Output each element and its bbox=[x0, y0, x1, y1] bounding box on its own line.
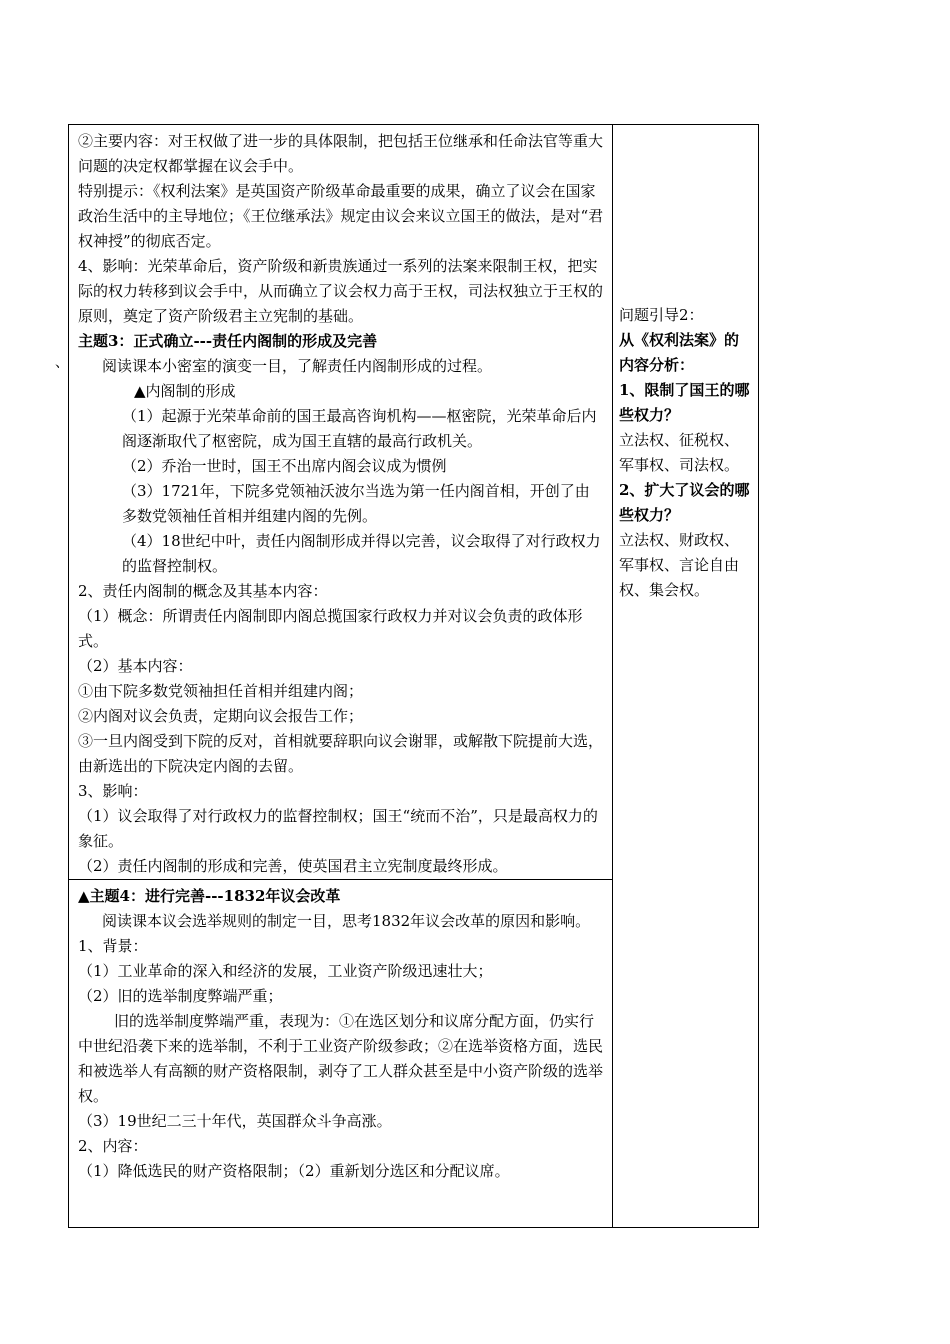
text-line: 4、影响：光荣革命后，资产阶级和新贵族通过一系列的法案来限制王权，把实际的权力转移到议会手中，从而确立了议会权力高于王权，司法权独立于王权的原则，奠定了资产阶级君主立宪制的基础。 bbox=[78, 257, 604, 325]
text-line: 特别提示：《权利法案》是英国资产阶级革命最重要的成果，确立了议会在国家政治生活中的主导地位；《王位继承法》规定由议会来议立国王的做法，是对“君权神授”的彻底否定。 bbox=[78, 182, 604, 250]
question-intro: 从《权利法案》的内容分析： bbox=[619, 331, 740, 374]
impact-heading: 3、影响： bbox=[78, 782, 148, 800]
question-2: 2、扩大了议会的哪些权力？ bbox=[619, 481, 750, 524]
content-item: ②内阁对议会负责，定期向议会报告工作； bbox=[78, 707, 364, 725]
concept-text: （1）概念：所谓责任内阁制即内阁总揽国家行政权力并对议会负责的政体形式。 bbox=[78, 607, 583, 650]
answer-1: 立法权、征税权、军事权、司法权。 bbox=[619, 431, 740, 474]
background-item: （3）19世纪二三十年代，英国群众斗争高涨。 bbox=[78, 1112, 392, 1130]
formation-item: （1）起源于光荣革命前的国王最高咨询机构——枢密院，光荣革命后内阁逐渐取代了枢密院，成为国王直辖的最高行政机关。 bbox=[122, 407, 597, 450]
content-item: ③一旦内阁受到下院的反对，首相就要辞职向议会谢罪，或解散下院提前大选，由新选出的下院决定内阁的去留。 bbox=[78, 732, 604, 775]
answer-2: 立法权、财政权、军事权、言论自由权、集会权。 bbox=[619, 531, 740, 599]
content-item: ①由下院多数党领袖担任首相并组建内阁； bbox=[78, 682, 364, 700]
topic3-title: 主题3：正式确立---责任内阁制的形成及完善 bbox=[78, 332, 378, 350]
content-heading: （2）基本内容： bbox=[78, 657, 193, 675]
background-item: （2）旧的选举制度弊端严重； bbox=[78, 987, 283, 1005]
formation-item: （4）18世纪中叶，责任内阁制形成并得以完善，议会取得了对行政权力的监督控制权。 bbox=[122, 532, 601, 575]
reform-content-heading: 2、内容： bbox=[78, 1137, 148, 1155]
impact-item: （1）议会取得了对行政权力的监督控制权；国王“统而不治”，只是最高权力的象征。 bbox=[78, 807, 598, 850]
impact-item: （2）责任内阁制的形成和完善，使英国君主立宪制度最终形成。 bbox=[78, 857, 508, 875]
lesson-table bbox=[68, 124, 759, 1228]
topic4-intro: 阅读课本议会选举规则的制定一目，思考1832年议会改革的原因和影响。 bbox=[102, 912, 591, 930]
table-row bbox=[69, 125, 759, 880]
content-cell-top bbox=[69, 125, 613, 880]
question-1: 1、限制了国王的哪些权力？ bbox=[619, 381, 750, 424]
text-line: ②主要内容：对王权做了进一步的具体限制，把包括王位继承和任命法官等重大问题的决定权都掌握在议会手中。 bbox=[78, 132, 604, 175]
background-detail: 旧的选举制度弊端严重，表现为：①在选区划分和议席分配方面，仍实行中世纪沿袭下来的选举制，不利于工业资产阶级参政；②在选举资格方面，选民和被选举人有高额的财产资格限制，剥夺了工人群众甚至是中小资产阶级的选举权。 bbox=[78, 1012, 604, 1105]
formation-item: （3）1721年，下院多党领袖沃波尔当选为第一任内阁首相，开创了由多数党领袖任首相并组建内阁的先例。 bbox=[122, 482, 590, 525]
background-item: （1）工业革命的深入和经济的发展，工业资产阶级迅速壮大； bbox=[78, 962, 493, 980]
topic4-title: ▲主题4：进行完善---1832年议会改革 bbox=[78, 887, 341, 905]
reform-content: （1）降低选民的财产资格限制；（2）重新划分选区和分配议席。 bbox=[78, 1162, 510, 1180]
background-heading: 1、背景： bbox=[78, 937, 148, 955]
stray-mark: 、 bbox=[55, 355, 69, 371]
guide-label: 问题引导2： bbox=[619, 306, 704, 324]
topic3-intro: 阅读课本小密室的演变一目，了解责任内阁制形成的过程。 bbox=[102, 357, 493, 375]
sidebar-cell bbox=[613, 125, 759, 1228]
content-cell-bottom bbox=[69, 880, 613, 1228]
concept-heading: 2、责任内阁制的概念及其基本内容： bbox=[78, 582, 328, 600]
topic3-subtitle: ▲内阁制的形成 bbox=[134, 382, 236, 400]
formation-item: （2）乔治一世时，国王不出席内阁会议成为惯例 bbox=[122, 457, 447, 475]
